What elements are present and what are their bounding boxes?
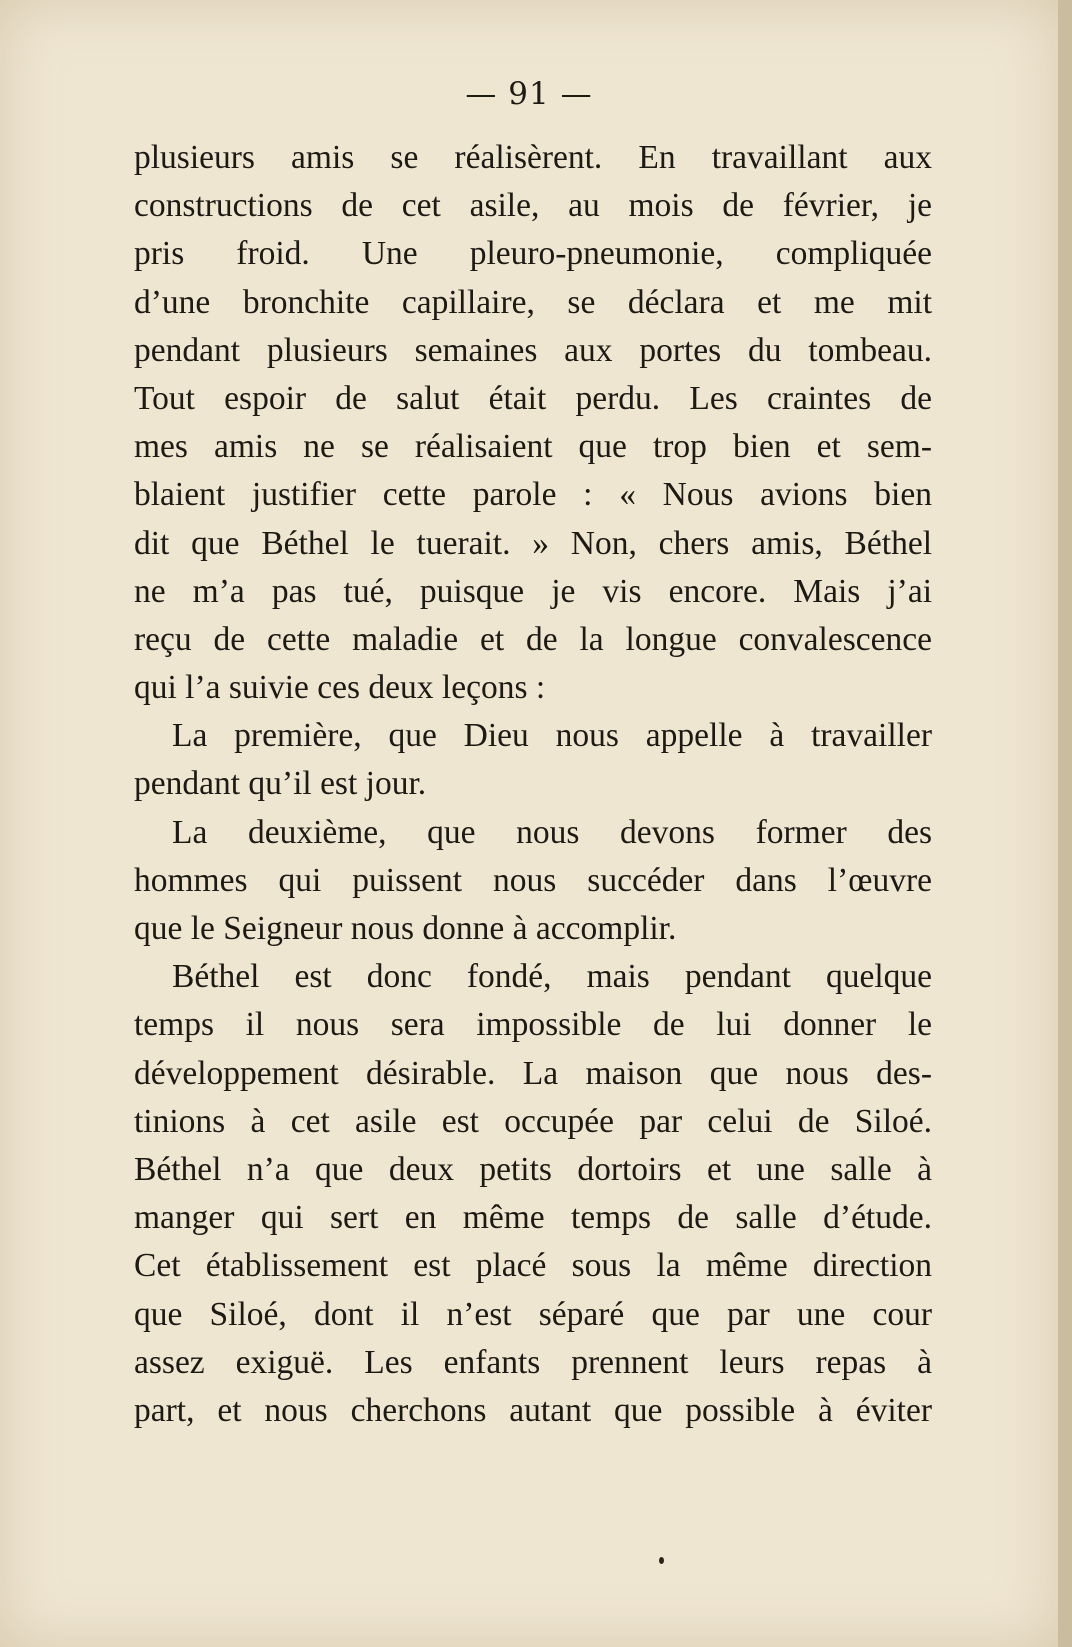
text-line: blaient justifier cette parole : « Nous avions bien (134, 476, 932, 514)
page-number: — 91 — (465, 76, 593, 112)
text-line: d’une bronchite capillaire, se déclara et me mit (134, 283, 932, 321)
text-line: Béthel est donc fondé, mais pendant quelque (172, 958, 932, 996)
text-line: dit que Béthel le tuerait. » Non, chers amis, Béthel (134, 524, 932, 562)
text-line: que Siloé, dont il n’est séparé que par une cour (134, 1295, 932, 1333)
text-line: assez exiguë. Les enfants prennent leurs repas à (134, 1343, 932, 1381)
text-line: développement désirable. La maison que nous des- (134, 1054, 932, 1092)
paragraph-2 (134, 712, 932, 808)
ink-speck (659, 1557, 664, 1564)
text-line: Tout espoir de salut était perdu. Les craintes de (134, 379, 932, 417)
text-line: Béthel n’a que deux petits dortoirs et une salle à (134, 1150, 932, 1188)
paragraph-1 (134, 134, 932, 712)
text-line: que le Seigneur nous donne à accomplir. (134, 910, 677, 947)
text-line: part, et nous cherchons autant que possible à éviter (134, 1391, 932, 1429)
text-line: hommes qui puissent nous succéder dans l’œuvre (134, 861, 932, 899)
text-line: pris froid. Une pleuro-pneumonie, compliquée (134, 235, 932, 273)
text-line: pendant plusieurs semaines aux portes du tombeau. (134, 331, 932, 369)
text-line: La première, que Dieu nous appelle à travailler (172, 717, 932, 755)
text-line: tinions à cet asile est occupée par celui de Siloé. (134, 1102, 932, 1140)
text-line: temps il nous sera impossible de lui donner le (134, 1006, 932, 1044)
text-line: mes amis ne se réalisaient que trop bien et sem- (134, 428, 932, 466)
text-line: reçu de cette maladie et de la longue convalescence (134, 620, 932, 658)
body-text (134, 134, 932, 1435)
text-line: pendant qu’il est jour. (134, 765, 427, 803)
text-line: La deuxième, que nous devons former des (172, 813, 932, 851)
text-line: constructions de cet asile, au mois de février, je (134, 187, 932, 225)
text-line: plusieurs amis se réalisèrent. En travaillant aux (134, 139, 932, 176)
text-line: Cet établissement est placé sous la même direction (134, 1247, 932, 1285)
text-line: ne m’a pas tué, puisque je vis encore. Mais j’ai (134, 572, 932, 610)
paragraph-4 (134, 953, 932, 1435)
text-line: qui l’a suivie ces deux leçons : (134, 669, 546, 707)
text-line: manger qui sert en même temps de salle d’étude. (134, 1199, 932, 1237)
paragraph-3 (134, 809, 932, 954)
